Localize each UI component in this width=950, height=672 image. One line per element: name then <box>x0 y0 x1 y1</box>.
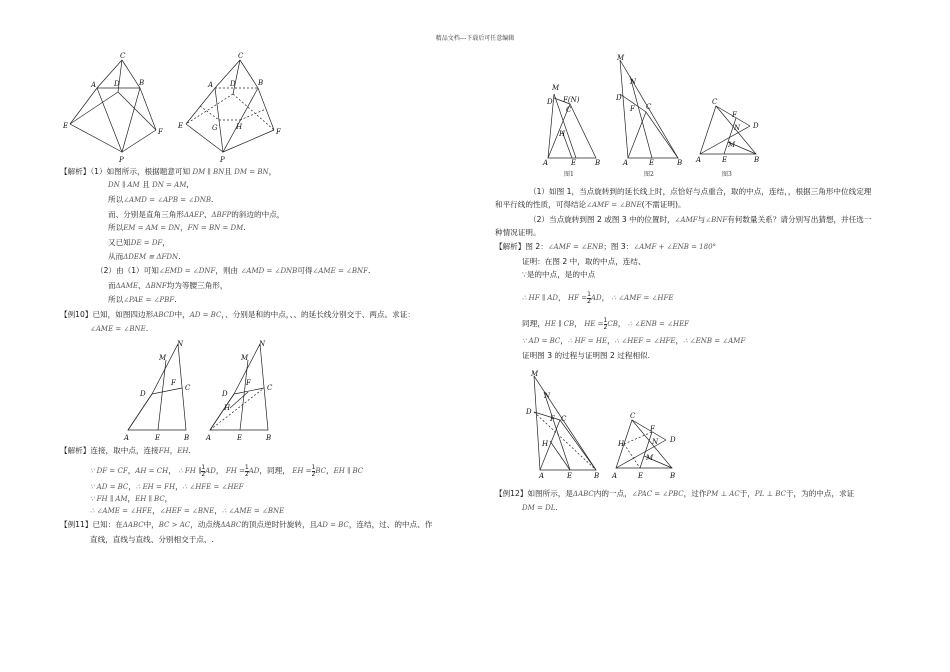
fig-label-e: E <box>567 472 573 480</box>
fig-label-d: D <box>222 390 228 398</box>
example-10-line-2: ∠AME = ∠BNE. <box>90 324 149 333</box>
fig-label-d: D <box>526 408 532 416</box>
q1-line-1: （1）如图 1，当点旋转到的延长线上时，点恰好与点重合，取的中点，连结，，根据三角形中位线定理 <box>529 187 872 196</box>
fig-label-f: F <box>276 128 281 136</box>
fig-label-b: B <box>594 472 600 480</box>
fig-label-f: F <box>650 425 655 433</box>
fig-label-c: C <box>561 415 567 423</box>
fig-label-c: C <box>630 412 636 420</box>
fig-label-b: B <box>184 434 190 442</box>
fig-label-d: D <box>140 390 146 398</box>
page-header: 精品文档---下载后可任意编辑 <box>435 35 515 42</box>
fig-label-a: A <box>696 156 702 164</box>
q1-line-2: 和平行线的性质，可得结论∠AMF = ∠BNE(不需证明)。 <box>495 200 686 209</box>
fig-label-c: C <box>238 52 244 60</box>
fig-label-c: C <box>120 52 126 60</box>
fig-label-n: N <box>177 340 184 348</box>
caption-fig-2: 图2 <box>644 171 654 178</box>
example-12-line-1: 【例12】如图所示，是ΔABC内的一点，∠PAC = ∠PBC，过作PM ⊥ AC于，PL ⊥ BC于，为的中点，求证 <box>495 489 855 498</box>
fig-label-a: A <box>612 472 618 480</box>
fig-label-a: A <box>208 81 214 89</box>
fig-label-b: B <box>670 472 676 480</box>
fig-label-m: M <box>617 54 625 62</box>
fig-label-h: H <box>559 130 566 138</box>
fig-label-a: A <box>91 81 97 89</box>
analysis-label: 【解析】 <box>60 167 91 176</box>
fig-label-c: C <box>646 103 652 111</box>
fig-label-e: E <box>722 156 728 164</box>
fig-label-d: D <box>114 80 120 88</box>
solution-line-4: 而、分别是直角三角形ΔAEP、ΔBFP的斜边的中点， <box>108 210 285 219</box>
fig-label-d: D <box>670 436 676 444</box>
fig-label-e: E <box>155 434 161 442</box>
fig-label-m: M <box>241 354 249 362</box>
fig-label-n: N <box>259 340 266 348</box>
fig-label-b: B <box>677 159 683 167</box>
answer-line-2: 证明：在图 2 中，取的中点，连结、 <box>522 257 646 266</box>
fig-label-b: B <box>754 156 760 164</box>
fig-label-h: H <box>224 404 231 412</box>
solution-line-9: 而ΔAME、ΔBNF均为等腰三角形， <box>108 281 228 290</box>
fig-label-f: F <box>246 379 251 387</box>
fig-label-b: B <box>266 434 272 442</box>
fig-label-f: F <box>630 105 635 113</box>
fig-label-e: E <box>649 159 655 167</box>
q2-line-1: （2）当点旋转到图 2 或图 3 中的位置时，∠AMF与∠BNF有何数量关系？请分别写出猜想，并任选一 <box>529 215 872 224</box>
solution-line-1: 【解析】（1）如图所示，根据题意可知 DM ∥ BN且 DM = BN， <box>60 167 277 176</box>
fig-label-b: B <box>258 79 264 87</box>
caption-fig-1: 图1 <box>564 171 574 178</box>
answer-line-7: 证明图 3 的过程与证明图 2 过程相似. <box>522 351 651 360</box>
example-10-label: 【例10】 <box>60 310 93 319</box>
fig-label-m: M <box>159 354 167 362</box>
solution-line-2: DN ∥ AM 且 DN = AM, <box>108 180 189 189</box>
fig-label-p: P <box>119 156 124 164</box>
fig-label-f: F <box>550 415 555 423</box>
fig-label-d: D <box>547 98 553 106</box>
fig-label-h: H <box>618 440 625 448</box>
fig-label-n: N <box>630 78 637 86</box>
solution-line-7: 从而ΔDEM ≌ ΔFDN. <box>108 252 181 261</box>
figure-left-b <box>177 52 282 164</box>
fig-label-f: F <box>171 379 176 387</box>
fig-label-a: A <box>543 159 549 167</box>
solution-line-6: 又已知DE = DF， <box>108 238 170 247</box>
fig-label-d: D <box>753 122 759 130</box>
figure-example-11-triple <box>536 54 771 180</box>
figure-example-11-pair <box>526 368 686 484</box>
fig-label-m: M <box>646 454 654 462</box>
fig-label-a: A <box>623 159 629 167</box>
example-12-line-2: DM = DL. <box>522 503 558 512</box>
solution-line-3: 所以∠AMD = ∠APB = ∠DNB. <box>108 195 214 204</box>
fig-label-p: P <box>220 156 225 164</box>
fig-label-c: C <box>566 106 572 114</box>
figure-ex10-a <box>123 340 191 442</box>
example-12-label: 【例12】 <box>495 489 528 498</box>
fig-label-d: D <box>616 94 622 102</box>
analysis-2-line-5: ∴ ∠AME = ∠HFE，∠HEF = ∠BNE，∴ ∠AME = ∠BNE <box>90 506 285 515</box>
figure-b2 <box>611 412 676 480</box>
analysis-label: 【解析】 <box>495 242 526 251</box>
fig-label-n: N <box>652 438 659 446</box>
answer-line-1: 【解析】图 2：∠AMF = ∠ENB；图 3：∠AMF + ∠ENB = 180° <box>495 242 717 251</box>
fig-label-h: H <box>542 440 549 448</box>
fig-label-a: A <box>539 472 545 480</box>
analysis-2-line-4: ∵ FH ∥ AM，EH ∥ BC， <box>90 494 173 503</box>
fig-label-m: M <box>552 84 560 92</box>
example-10-line-1: 【例10】已知，如图四边形ABCD中，AD = BC，、分别是和的中点，、、的延长线分别交于、两点。求证： <box>60 310 415 319</box>
fig-label-d: D <box>230 80 236 88</box>
fig-label-b: B <box>595 159 601 167</box>
answer-line-5: 同理，HE ∥ CB， HE = $\frac{1}{2}$ CB， ∴ ∠ENB = ∠HEF <box>522 316 690 331</box>
q2-line-2: 种情况证明。 <box>495 228 541 237</box>
figure-b1 <box>526 370 599 480</box>
analysis-2-line-2: ∵ DF = CF，AH = CH， ∴ FH ∥ $\frac{1}{2}$ AD， FH = $\frac{1}{2}$ AD，同理， EH = $\frac{1}{2}$ BC，EH ∥ BC <box>90 463 364 478</box>
caption-fig-3: 图3 <box>722 171 732 178</box>
solution-line-10: 所以∠PAE = ∠PBF. <box>108 295 177 304</box>
figure-quadrilateral-pair <box>60 48 300 166</box>
fig-label-e: E <box>178 122 184 130</box>
figure-left-a <box>62 52 164 164</box>
fig-label-e: E <box>237 434 243 442</box>
fig-label-b: B <box>139 79 145 87</box>
fig-label-n: N <box>544 392 551 400</box>
fig-label-f: F <box>732 111 737 119</box>
fig-label-f: F <box>158 128 163 136</box>
example-11-line-2: 直线，直线与直线、分别相交于点、. <box>90 535 214 544</box>
analysis-2-line-3: ∵ AD = BC，∴ EH = FH，∴ ∠HFE = ∠HEF <box>90 482 244 491</box>
fig-label-c: C <box>267 384 273 392</box>
fig-label-g: G <box>212 124 218 132</box>
fig-label-e: E <box>63 122 69 130</box>
fig-label-a: A <box>206 434 212 442</box>
solution-line-8: （2）由（1）可知∠EMD = ∠DNF，则由 ∠AMD = ∠DNB可得∠AME = ∠BNF. <box>96 266 371 275</box>
answer-line-4: ∴ HF ∥ AD， HF = $\frac{1}{2}$ AD， ∴ ∠AMF = ∠HFE <box>522 290 674 305</box>
figure-1 <box>542 84 600 178</box>
figure-example-10 <box>118 338 288 444</box>
answer-line-3: ∵是的中点，是的中点 <box>522 270 596 279</box>
answer-line-6: ∵ AD = BC，∴ HF = HE，∴ ∠HEF = ∠HFE，∴ ∠ENB = ∠AMF <box>522 336 746 345</box>
fig-label-c: C <box>185 384 191 392</box>
fig-label-e: E <box>571 159 577 167</box>
fig-label-c: C <box>712 98 718 106</box>
analysis-2-line-1: 【解析】连接，取中点，连接FH，EH. <box>60 446 191 455</box>
figure-3 <box>695 98 759 178</box>
solution-line-5: 所以EM = AM = DN，FN = BN = DM. <box>108 223 246 232</box>
fig-label-m: M <box>531 370 539 378</box>
fig-label-n: N <box>734 124 741 132</box>
figure-ex10-b <box>205 340 273 442</box>
fig-label-h: H <box>236 123 243 131</box>
fig-label-e: E <box>638 472 644 480</box>
fig-label-fn: F(N) <box>563 96 580 104</box>
example-11-line-1: 【例11】已知：在ΔABC中，BC > AC，动点绕ΔABC的顶点逆时针旋转，且AD = BC，连结，过、的中点、作 <box>60 520 433 529</box>
fig-label-m: M <box>728 141 736 149</box>
fig-label-a: A <box>124 434 130 442</box>
figure-2 <box>615 54 682 178</box>
example-11-label: 【例11】 <box>60 520 93 529</box>
